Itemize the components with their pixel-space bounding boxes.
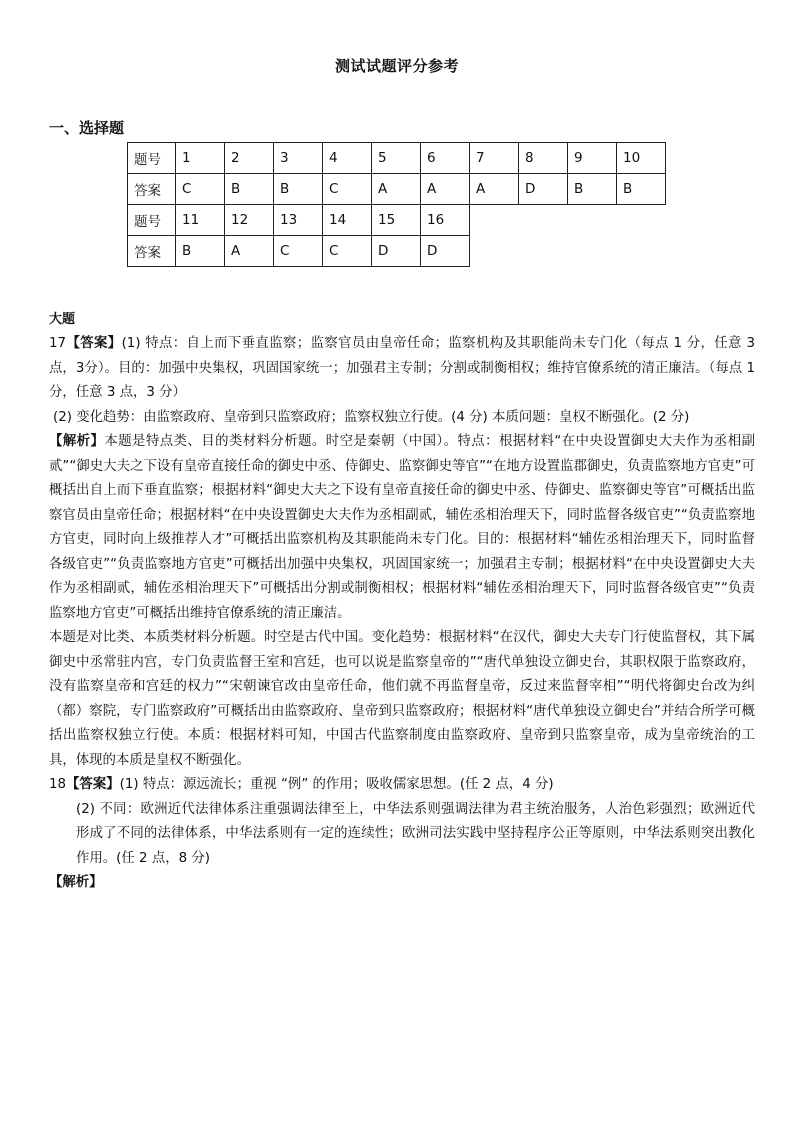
table-row: [128, 174, 666, 205]
answer-cell: C: [274, 236, 323, 267]
answer-body: [49, 332, 755, 896]
q17-analysis1-text: 本题是特点类、目的类材料分析题。时空是秦朝（中国）。特点：根据材料“在中央设置御史大夫作为丞相副贰”“御史大夫之下设有皇帝直接任命的御史中丞、侍御史、监察御史等官”“在地方设置监郡御史，负责监察地方官吏”可概括出自上而下垂直监察；根据材料“御史大夫之下设有皇帝直接任命的御史中丞、侍御史、监察御史等官”可概括出监察官员由皇帝任命；根据材料“在中央设置御史大夫作为丞相副贰，辅佐丞相治理天下，同时监督各级官吏”“负责监察地方官吏，同时向上级推荐人才”可概括出监察机构及其职能尚未专门化。目的：根据材料“辅佐丞相治理天下，同时监督各级官吏”“负责监察地方官吏”可概括出加强中央集权，巩固国家统一；加强君主专制；根据材料“在中央设置御史大夫作为丞相副贰，辅佐丞相治理天下”可概括出分割或制衡相权；根据材料“辅佐丞相治理天下，同时监督各级官吏”“负责监察地方官吏”可概括出维持官僚系统的清正廉洁。: [49, 434, 756, 621]
question-number-cell: 6: [421, 143, 470, 174]
q17-answer-para1: [49, 332, 755, 406]
answer-cell: A: [225, 236, 274, 267]
q18-analysis-tag: 【解析】: [49, 875, 103, 890]
q17-number: 17: [49, 336, 67, 351]
question-number-cell: 13: [274, 205, 323, 236]
answer-cell: B: [617, 174, 666, 205]
answer-cell: A: [372, 174, 421, 205]
answer-cell: A: [470, 174, 519, 205]
question-number-cell: 2: [225, 143, 274, 174]
answer-cell: D: [372, 236, 421, 267]
essay-questions-heading: 大题: [49, 312, 76, 327]
answer-cell: B: [176, 236, 225, 267]
answer-cell: D: [519, 174, 568, 205]
answer-cell: B: [568, 174, 617, 205]
page-title: 测试试题评分参考: [334, 57, 459, 75]
answer-cell: C: [176, 174, 225, 205]
q17-part2-text: (2) 变化趋势：由监察政府、皇帝到只监察政府；监察权独立行使。(4 分) 本质问题：皇权不断强化。(2 分): [53, 409, 690, 425]
row-label-answer: 答案: [128, 236, 176, 267]
answer-cell: C: [323, 236, 372, 267]
question-number-cell: 8: [519, 143, 568, 174]
table-row: [128, 236, 666, 267]
row-label-question-number: 题号: [128, 205, 176, 236]
question-number-cell: 7: [470, 143, 519, 174]
question-number-cell: 4: [323, 143, 372, 174]
q17-analysis-tag: 【解析】: [49, 434, 105, 449]
answer-cell: B: [274, 174, 323, 205]
table-row: [128, 205, 666, 236]
q18-part2-text: (2) 不同：欧洲近代法律体系注重强调法律至上，中华法系则强调法律为君主统治服务，人治色彩强烈；欧洲近代形成了不同的法律体系，中华法系则有一定的连续性；欧洲司法实践中坚持程序公正等原则，中华法系则突出教化作用。(任 2 点，8 分): [76, 801, 755, 866]
q18-answer-para1: [49, 773, 755, 798]
q17-analysis-para2: 本题是对比类、本质类材料分析题。时空是古代中国。变化趋势：根据材料“在汉代，御史大夫专门行使监督权，其下属御史中丞常驻内宫，专门负责监督王室和宫廷，也可以说是监察皇帝的”“唐代单独设立御史台，其职权限于监察政府，没有监察皇帝和宫廷的权力”“宋朝谏官改由皇帝任命，他们就不再监督皇帝，反过来监督宰相”“明代将御史台改为纠（都）察院，专门监察政府”可概括出由监察政府、皇帝到只监察政府；根据材料“唐代单独设立御史台”并结合所学可概括出监察权独立行使。本质：根据材料可知，中国古代监察制度由监察政府、皇帝到只监察皇帝，成为皇帝统治的工具，体现的本质是皇权不断强化。: [49, 630, 755, 768]
row-label-answer: 答案: [128, 174, 176, 205]
answer-cell: D: [421, 236, 470, 267]
answer-cell: B: [225, 174, 274, 205]
table-row: [128, 143, 666, 174]
q17-part1-text: (1) 特点：自上而下垂直监察；监察官员由皇帝任命；监察机构及其职能尚未专门化（每点 1 分，任意 3 点，3分）。目的：加强中央集权，巩固国家统一；加强君主专制；分割或制衡相权；维持官僚系统的清正廉洁。（每点 1分，任意 3 点，3 分）: [49, 336, 756, 400]
question-number-cell: 14: [323, 205, 372, 236]
answer-cell: A: [421, 174, 470, 205]
q18-number: 18: [49, 777, 67, 792]
answer-key-table: [127, 142, 666, 267]
question-number-cell: 3: [274, 143, 323, 174]
q17-answer-tag: 【答案】: [66, 336, 122, 351]
question-number-cell: 10: [617, 143, 666, 174]
q18-part1-text: (1) 特点：源远流长；重视 “例” 的作用；吸收儒家思想。(任 2 点，4 分): [119, 777, 554, 792]
question-number-cell: 12: [225, 205, 274, 236]
answer-cell: C: [323, 174, 372, 205]
q17-analysis-para1: [49, 430, 755, 626]
question-number-cell: 16: [421, 205, 470, 236]
multiple-choice-heading: 一、选择题: [49, 119, 125, 137]
row-label-question-number: 题号: [128, 143, 176, 174]
q18-answer-tag: 【答案】: [66, 777, 120, 792]
question-number-cell: 9: [568, 143, 617, 174]
question-number-cell: 1: [176, 143, 225, 174]
question-number-cell: 11: [176, 205, 225, 236]
question-number-cell: 5: [372, 143, 421, 174]
question-number-cell: 15: [372, 205, 421, 236]
